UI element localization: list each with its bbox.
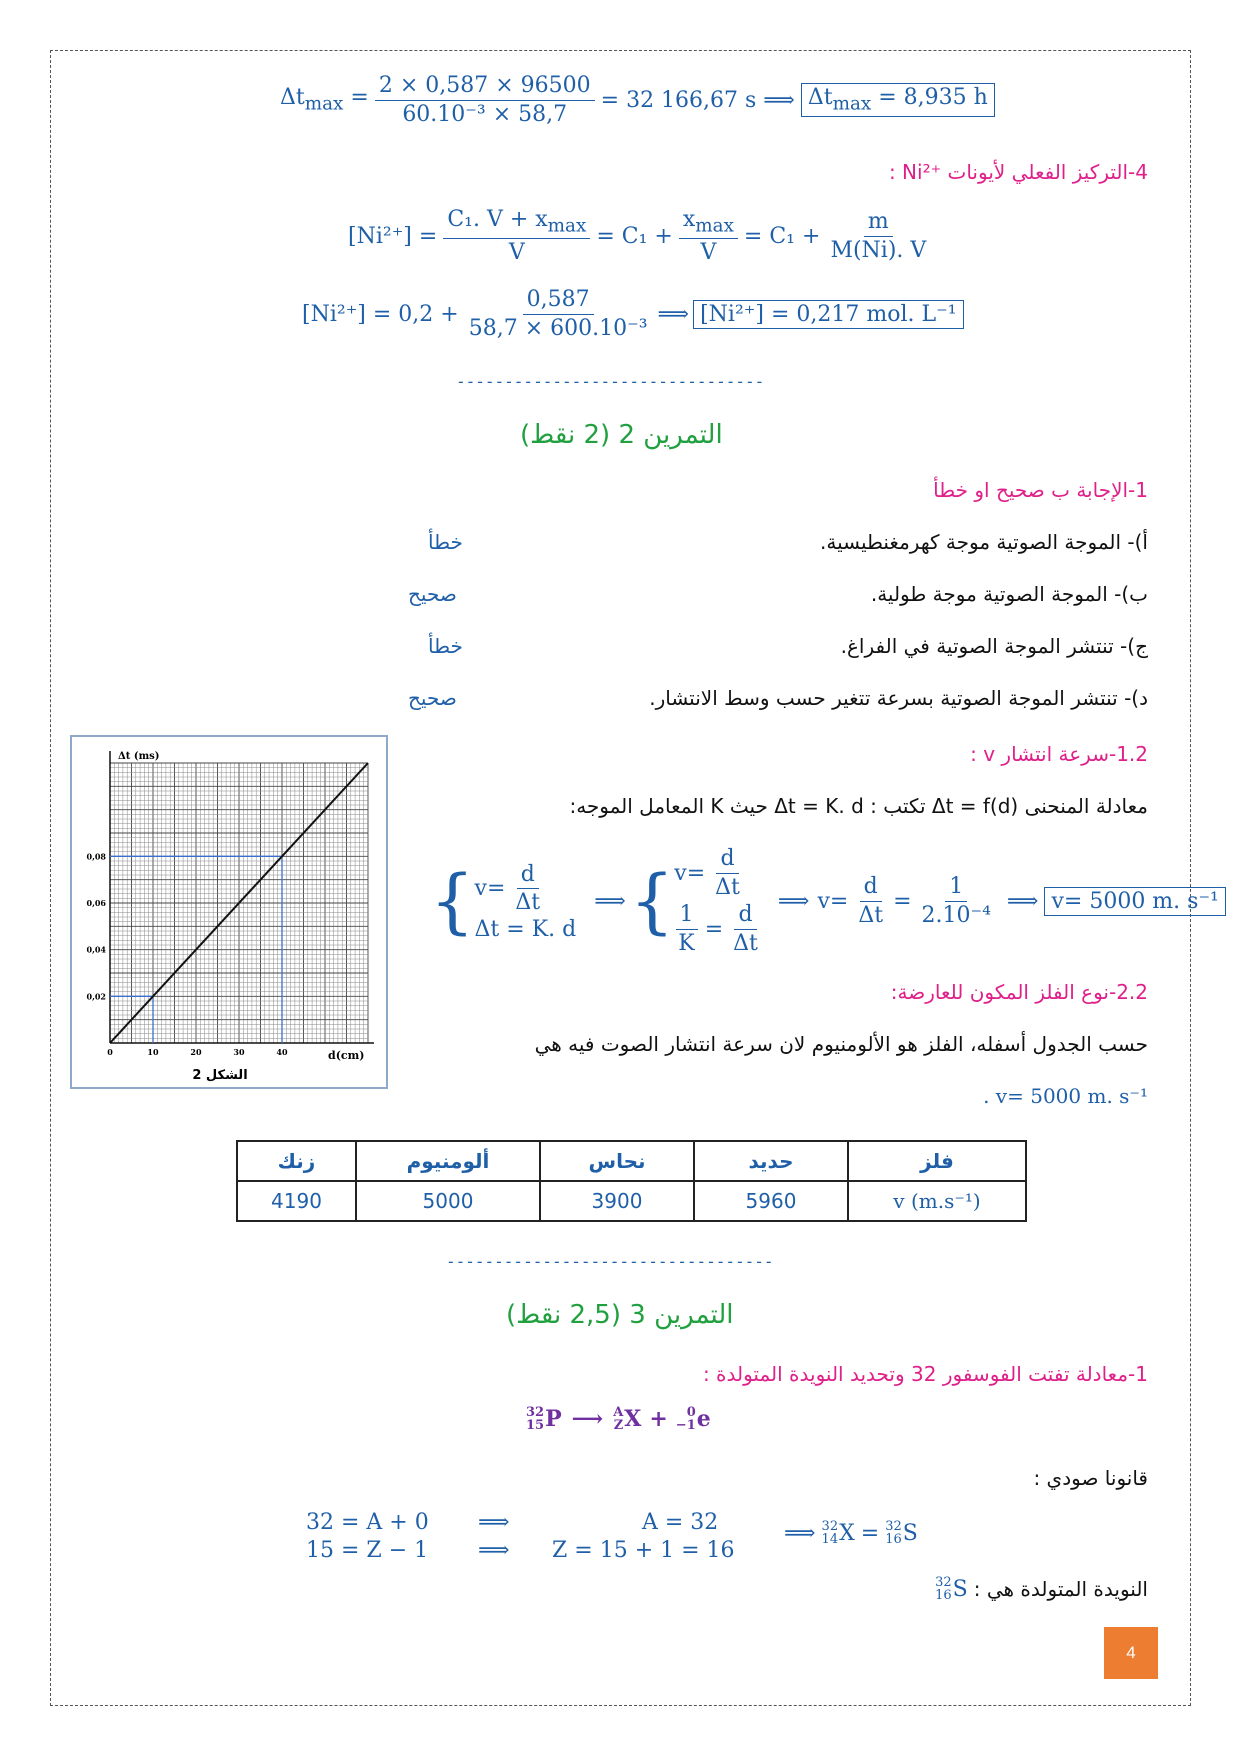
q4-title: 4-التركيز الفعلي لأيونات ⁺Ni² : — [888, 160, 1148, 184]
nuclide-x: A Z X — [613, 1405, 642, 1433]
table-header-cell: فلز — [848, 1141, 1026, 1181]
curve-equation-line: معادلة المنحنى Δt = f(d) تكتب : Δt = K. d حيث K المعامل الموجه: — [569, 794, 1148, 818]
x-tick-label: 0 — [107, 1047, 113, 1057]
conc-frac-3: $\frac{m}{M(Ni). V}$ — [830, 209, 927, 263]
dt-fraction — [375, 72, 595, 128]
y-tick-label: 0,02 — [86, 991, 106, 1002]
statement-b: ب)- الموجة الصوتية موجة طولية. — [870, 582, 1148, 606]
dt-max-equation — [280, 72, 995, 128]
table-cell: 3900 — [540, 1181, 694, 1221]
figure-caption: الشكل 2 — [192, 1068, 248, 1083]
q22-velocity: . v= 5000 m. s⁻¹ — [983, 1084, 1148, 1108]
nuclide-p: 32 15 P — [526, 1405, 562, 1433]
soddy-laws: قانونا صودي : — [1033, 1466, 1148, 1490]
table-header-cell: حديد — [694, 1141, 848, 1181]
answer-b: صحيح — [408, 582, 457, 606]
table-cell: 4190 — [237, 1181, 356, 1221]
concentration-formula: [Ni²⁺] = $\frac{C_1. V + x_{max}}{V}$ = C₁ + $\frac{x_{max}}{V}$ = C₁ + $\frac{m}{M(Ni). V}$ — [348, 206, 936, 267]
answer-a: خطأ — [428, 530, 463, 554]
y-axis-label: Δt (ms) — [118, 751, 160, 762]
y-tick-label: 0,04 — [86, 944, 106, 955]
table-header-cell: زنك — [237, 1141, 356, 1181]
table-cell: 5000 — [356, 1181, 540, 1221]
table-header-cell: نحاس — [540, 1141, 694, 1181]
q1-title: 1-الإجابة ب صحيح او خطأ — [933, 478, 1148, 502]
graph-svg — [72, 737, 386, 1087]
calc-frac: $\frac{0,587}{\text{58,7 × 600.10⁻³}}$ — [468, 287, 648, 341]
x-tick-label: 30 — [233, 1047, 245, 1057]
nuclide-e: 0 −1 e — [675, 1405, 711, 1433]
system-2: v= $\frac{d}{\Delta t}$ $\frac{1}{K}$ = $\frac{d}{\Delta t}$ — [674, 846, 758, 956]
velocity-derivation: { v= $\frac{d}{\Delta t}$ Δt = K. d ⟹ { v= $\frac{d}{\Delta t}$ $\frac{1}{K}$ = $\frac{d}{\Delta t}$ ⟹ v= $\frac{d}{\Delta t}$ = $\frac{1}{\text{2.10⁻⁴}}$ ⟹ v= 5000 m. s⁻¹ — [430, 836, 1226, 966]
y-tick-label: 0,06 — [86, 898, 106, 908]
table-header-row — [237, 1141, 1026, 1181]
conc-frac-1: $\frac{C_1. V + x_{max}}{V}$ — [443, 206, 590, 267]
x-ticks — [107, 1047, 288, 1057]
separator-2: ---------------------------------- — [446, 1252, 774, 1271]
dt-numerator: 2 × 0,587 × 96500 — [375, 72, 595, 101]
statement-c: ج)- تنتشر الموجة الصوتية في الفراغ. — [840, 634, 1148, 658]
table-header-cell: ألومنيوم — [356, 1141, 540, 1181]
figure-2-graph — [70, 735, 388, 1089]
q22-text: حسب الجدول أسفله، الفلز هو الألومنيوم لان سرعة انتشار الصوت فيه هي — [534, 1032, 1148, 1056]
answer-c: خطأ — [428, 634, 463, 658]
x-tick-label: 20 — [190, 1047, 202, 1057]
brace-2: { — [629, 860, 675, 942]
table-cell: 5960 — [694, 1181, 848, 1221]
exercise-2-title: التمرين 2 (2 نقط) — [520, 420, 723, 450]
decay-equation: 32 15 P ⟶ A Z X + 0 −1 e — [526, 1405, 711, 1433]
y-tick-label: 0,08 — [86, 851, 106, 862]
x-tick-label: 10 — [147, 1047, 159, 1057]
soddy-result: ⟹ 32 14 X = 32 16 S — [784, 1519, 918, 1547]
separator-1: -------------------------------- — [456, 372, 765, 391]
brace-1: { — [430, 860, 475, 942]
y-ticks — [87, 851, 107, 1001]
x-axis-label: d(cm) — [328, 1049, 365, 1062]
q12-title: 1.2-سرعة انتشار v : — [970, 742, 1148, 766]
concentration-result-box: [Ni²⁺] = 0,217 mol. L⁻¹ — [693, 300, 963, 329]
dt-denominator: 60.10⁻³ × 58,7 — [402, 101, 568, 127]
x-tick-label: 40 — [276, 1047, 288, 1057]
dt-lhs: $\Delta t_{max}$ = — [280, 85, 369, 115]
exercise-3-title: التمرين 3 (2,5 نقط) — [506, 1300, 734, 1330]
produced-nuclide: النويدة المتولدة هي : 32 16 S — [935, 1575, 1148, 1603]
dt-result-box: $\Delta t_{max} = 8,935$ h — [801, 83, 995, 116]
table-cell: v (m.s⁻¹) — [848, 1181, 1026, 1221]
conc-frac-2: $\frac{x_{max}}{V}$ — [679, 206, 738, 267]
answer-d: صحيح — [408, 686, 457, 710]
metals-table-container — [236, 1140, 1027, 1222]
nuclide-s: 32 16 S — [935, 1575, 968, 1603]
q22-title: 2.2-نوع الفلز المكون للعارضة: — [890, 980, 1148, 1004]
concentration-calculation: [Ni²⁺] = 0,2 + $\frac{0,587}{\text{58,7 × 600.10⁻³}}$ ⟹ [Ni²⁺] = 0,217 mol. L⁻¹ — [302, 286, 964, 342]
system-1: v= $\frac{d}{\Delta t}$ Δt = K. d — [474, 861, 577, 942]
page-number-badge: 4 — [1104, 1627, 1158, 1679]
statement-a: أ)- الموجة الصوتية موجة كهرمغنطيسية. — [820, 530, 1148, 554]
statement-d: د)- تنتشر الموجة الصوتية بسرعة تتغير حسب وسط الانتشار. — [649, 686, 1148, 710]
ex3-q1-title: 1-معادلة تفتت الفوسفور 32 وتحديد النويدة المتولدة : — [702, 1362, 1148, 1386]
table-row — [237, 1181, 1026, 1221]
dt-mid: = 32 166,67 s ⟹ — [600, 87, 795, 113]
velocity-result-box: v= 5000 m. s⁻¹ — [1044, 887, 1225, 916]
metals-table — [236, 1140, 1027, 1222]
